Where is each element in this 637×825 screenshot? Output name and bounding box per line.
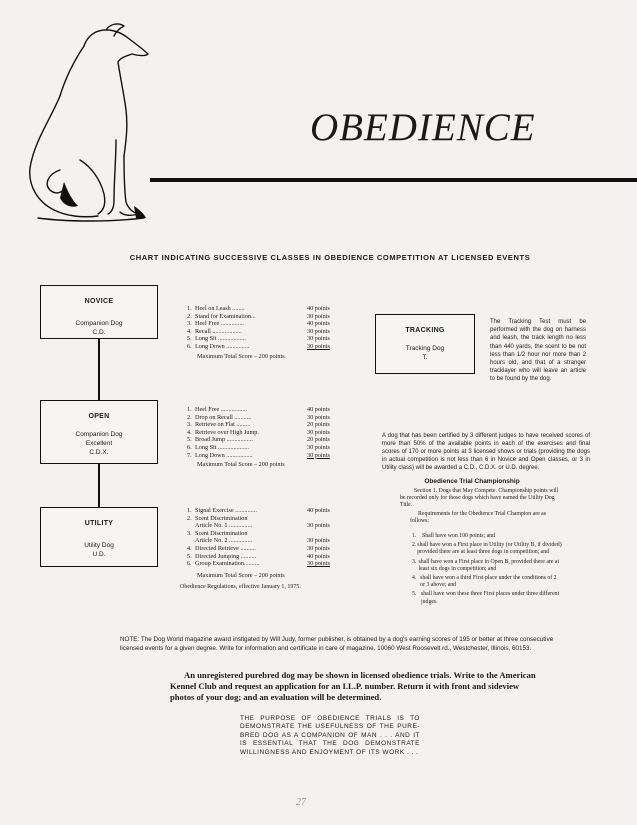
exercise-row: 3. Heel Free ............... 40 points [187, 320, 330, 328]
max-total-score: Maximum Total Score – 200 points [197, 461, 285, 469]
purpose-statement: THE PURPOSE OF OBEDIENCE TRIALS IS TO DEMONSTRATE THE USEFULNESS OF THE PURE-BRED DOG AS A COMPANION OF MAN . . . AND IT IS ESSENTIAL THAT THE DOG DEMONSTRATE WILLINGNESS AND ENJOYMENT OF ITS WORK . . . [240, 715, 420, 756]
regulations-note: Obedience Regulations, effective January 1, 1975. [180, 584, 301, 590]
exercise-list-novice [187, 305, 347, 360]
class-name: NOVICE [84, 298, 114, 305]
page-number: 27 [296, 797, 306, 808]
page-title: OBEDIENCE [310, 106, 536, 149]
exercise-row: 2. Stand for Examination... 30 points [187, 312, 330, 320]
class-line: Excellent [85, 440, 113, 447]
class-box-utility [40, 507, 158, 567]
exercise-row: 4. Recall ................... 30 points [187, 327, 330, 335]
exercise-row: 1. Signal Exercise .............. 40 points [187, 507, 330, 514]
exercise-row: 2. Scent Discrimination [187, 514, 248, 522]
exercise-row: 4. Directed Retrieve .......... 30 points [187, 544, 330, 552]
exercise-row: 5. Directed Jumping .......... 40 points [187, 552, 330, 560]
championship-section: Section 1. Dogs that May Compete. Championship points will be recorded only for those dogs which have earned the Utility Dog Title. [400, 488, 559, 509]
class-line: C.D.X. [89, 449, 109, 456]
requirement-item: 1. Shall have won 100 points; and [412, 533, 495, 539]
class-line: C.D. [92, 329, 106, 336]
degree-certification-text: A dog that has been certified by 3 different judges to have received scores of more than 50% of the available points in each of the exercises and final scores of 170 or more points at 3 licensed shows or trials (providing the dogs in actual competition is not less than 6 in Novice and Open classes, or 3 in Utility class) will be awarded a C.D., C.D.X. or U.D. degree. [382, 433, 590, 471]
exercise-row: 3. Retrieve on Flat ......... 20 points [187, 421, 330, 429]
class-line: T. [422, 354, 428, 361]
unregistered-dog-paragraph: An unregistered purebred dog may be shown in licensed obedience trials. Write to the American Kennel Club and request an application for an I.L.P. number. Return it with front and sideview photos of your dog; and an evaluation will be determined. [170, 670, 536, 702]
chart-title: CHART INDICATING SUCCESSIVE CLASSES IN OBEDIENCE COMPETITION AT LICENSED EVENTS [129, 253, 531, 262]
championship-requirements-intro: Requirements for the Obedience Trial Champion are as follows: [410, 511, 546, 525]
exercise-row: 7. Long Down ................. 30 points [187, 451, 330, 459]
exercise-row: 1. Heel Free ................. 40 points [187, 406, 330, 413]
class-name: UTILITY [84, 520, 114, 527]
dog-world-note: NOTE: The Dog World magazine award instigated by Will Judy, former publisher, is obtained by a dog's earning scores of 195 or better at three consecutive licensed events for a given degree. Write for information and certificate in care of magazine, 10060 West Roosevelt rd., Westchester, Illinois, 60153. [120, 636, 554, 652]
requirement-item: 5. shall have won these three First places under three different judges. [412, 591, 560, 605]
class-box-novice [40, 285, 158, 339]
championship-requirements-list [412, 533, 562, 608]
exercise-row: 2. Drop on Recall ........... 30 points [187, 413, 330, 421]
title-rule [150, 178, 637, 182]
exercise-row: Article No. 1 ............... 30 points [195, 522, 330, 530]
class-name: TRACKING [405, 327, 445, 334]
exercise-row: 4. Retrieve over High Jump. 30 points [187, 428, 330, 436]
class-box-open [40, 400, 158, 464]
exercise-row: 6. Group Examination.......... 30 points [187, 560, 330, 568]
class-line: Companion Dog [75, 320, 123, 327]
class-box-tracking [375, 314, 475, 374]
max-total-score: Maximum Total Score – 200 points [197, 352, 285, 360]
exercise-row: 1. Heel on Leash ........ 40 points [187, 305, 330, 312]
exercise-row: 3. Scent Discrimination [187, 529, 248, 537]
exercise-row: 5. Long Sit .................. 30 points [187, 335, 330, 343]
requirement-item: 2. shall have won a First place in Utility (or Utility B, if divided) provided there are at least three dogs in competition; and [412, 542, 562, 556]
requirement-item: 3. shall have won a First place in Open B, provided there are at least six dogs in competition; and [412, 558, 560, 572]
class-line: Companion Dog [75, 431, 123, 438]
exercise-row: 5. Broad Jump ................. 20 points [187, 436, 330, 444]
tracking-description: The Tracking Test must be performed with the dog on harness and leash, the track length no less than 440 yards, the scent to be not less than 1/2 hour nor more than 2 hours old, and that of a stranger tracklayer who will leave an article to be found by the dog. [490, 319, 586, 383]
max-total-score: Maximum Total Score – 200 points [197, 571, 285, 579]
exercise-row: 6. Long Down ............... 30 points [187, 342, 330, 350]
class-line: Tracking Dog [405, 345, 445, 352]
class-line: U.D. [92, 551, 106, 558]
greyhound-illustration [20, 10, 150, 225]
exercise-row: 6. Long Sit .................... 30 points [187, 443, 330, 451]
championship-title: Obedience Trial Championship [424, 478, 520, 485]
exercise-list-open [187, 406, 347, 469]
class-line: Utility Dog [84, 542, 114, 549]
exercise-row: Article No. 2 ............... 30 points [195, 537, 330, 545]
exercise-list-utility [187, 507, 347, 579]
class-name: OPEN [88, 413, 110, 420]
requirement-item: 4. shall have won a third First place under the conditions of 2 or 3 above; and [412, 575, 557, 589]
